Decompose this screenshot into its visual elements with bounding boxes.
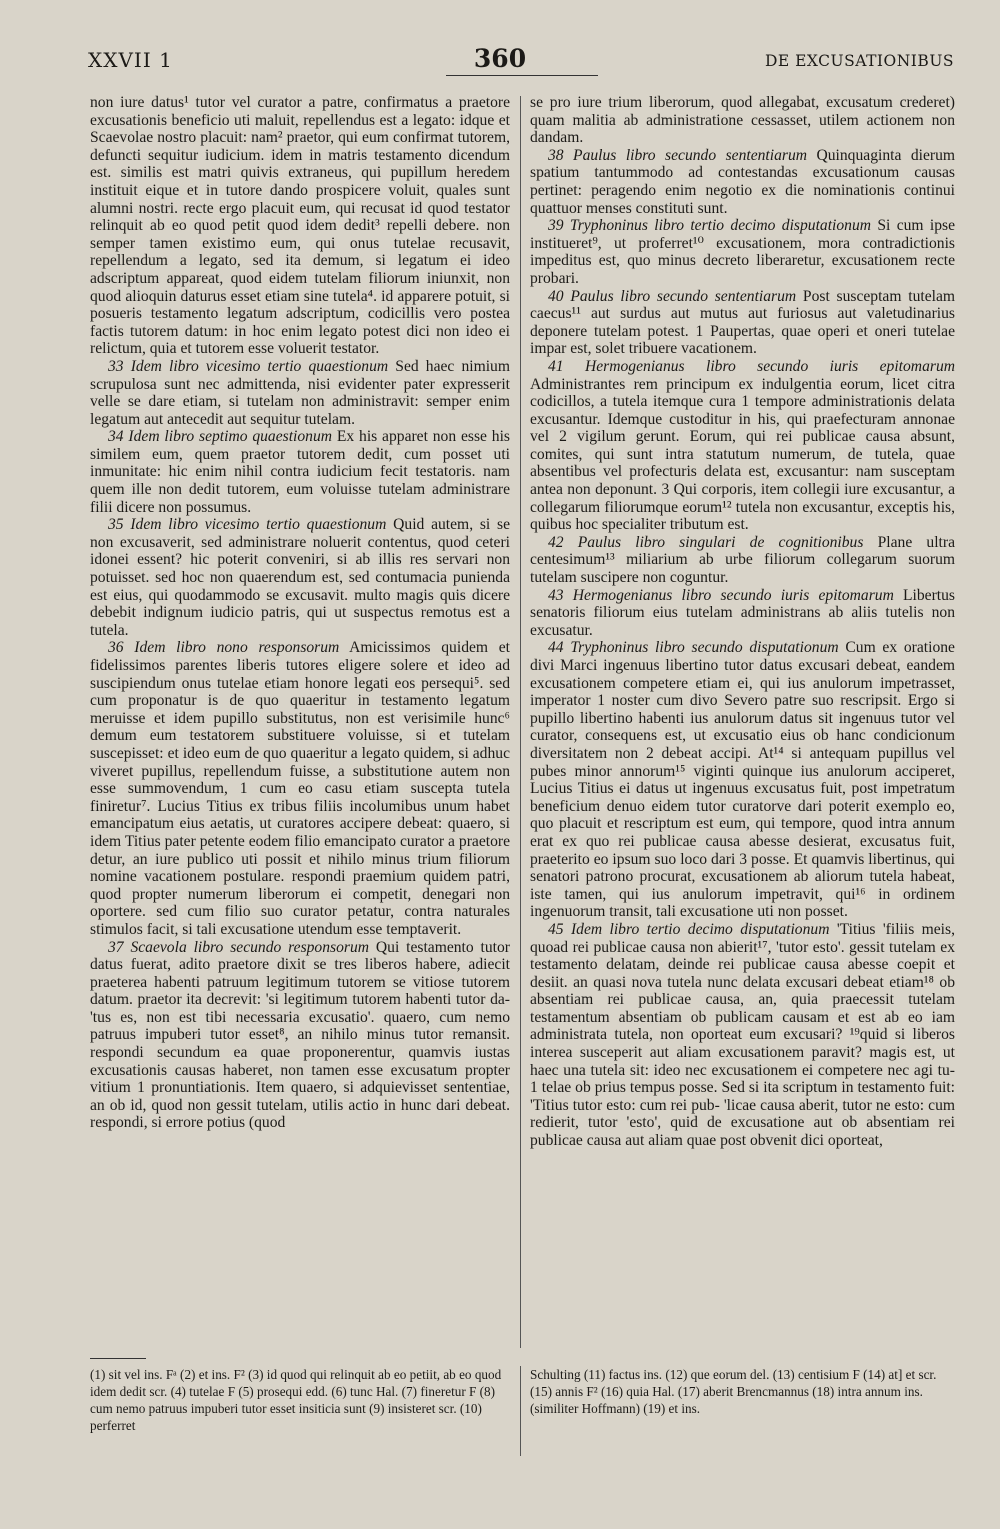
section-reference: XXVII 1 [88, 48, 173, 72]
law-section [530, 921, 955, 1150]
law-section [530, 534, 955, 587]
section-text: Cum ex oratione divi Marci ingenuus libertino tutor datus excusari debeat, eandem excusationem competere etiam ei, qui ius anulorum impetrasset, imperator 1 noster cum divo Severo patre suo rescripsit. Ergo si pupillo libertino habenti ius anulorum datus sit ingenuus tutor vel curator, consequens est, ut excusatio eius ob hanc condicionum diversitatem non 2 debeat accipi. At¹⁴ si antequam pupillus vel pubes minor annorum¹⁵ viginti quinque ius anulorum acciperet, Lucius Titius ei datus ut ingenuus excusatus fuit, post impetratum beneficium denuo eidem tutor curatorve dari poterit exemplo eo, quo placuit et rescriptum est eum, qui tempore, quod intra annum erat ex quo rei publicae causa abesse desierat, excusatus fuit, praeterito eo ipsum suo loco dari 3 posse. Et quamvis libertinus, qui senatori patrono procurat, excusationem ab aliorum tutela habeat, iste tamen, qui ius anulorum impetravit, qui¹⁶ in ordinem ingenuorum transit, tali excusatione uti non posset. [530, 639, 955, 921]
law-section [90, 939, 510, 1133]
section-heading: 36 Idem libro nono responsorum [108, 639, 340, 657]
section-text: se pro iure trium liberorum, quod allegabat, excusatum crederet) quam malitia ab administratione cessasset, utilem actionem non dandam. [530, 94, 955, 147]
section-text: 'Titius 'filiis meis, quoad rei publicae causa non abierit¹⁷, 'tutor esto'. gessit tutelam ex testamento delatam, deinde rei publicae causa abesse coepit et desiit. an quasi nova tutela nunc delata excusari debeat etiam¹⁸ ob absentiam rei publicae causa, an, quia praecessit tutelam testamentum absentiam ob publicam causam et est ab eo iam administrata tutela, non oporteat eum excusari? ¹⁹quid si liberos interea susceperit aut aliam excusationem paravit? magis est, ut haec una tutela sit: ideo nec excusationem ei competere nec agi tu- 1 telae ob prius tempus posse. Sed si ita scriptum in testamento fuit: 'Titius tutor esto: cum rei pub- 'licae causa aberit, tutor ne esto: cum redierit, tutor 'esto', quid de excusatione aut ob absentiam rei publicae causa aut aliam quae post obvenit dici oporteat, [530, 920, 955, 1150]
law-section [530, 217, 955, 287]
section-heading: 44 Tryphoninus libro secundo disputationum [548, 639, 839, 657]
law-section [530, 639, 955, 921]
footnote-divider [520, 1366, 521, 1456]
continued-text [90, 94, 510, 358]
section-text: Quid autem, si se non excusaverit, sed administrare noluerit contentus, quod ceteri idonei essent? hic poterit conveniri, si ab illis res servari non potuisset. sed hoc non quaerendum est, sed contumacia punienda est eius, qui quodammodo se excusavit. multo magis quis dicere debebit indignum iudicio patris, qui ut suspectus remotus est a tutela. [90, 516, 510, 639]
running-header [0, 44, 1000, 84]
column-divider [520, 96, 521, 1348]
section-heading: 35 Idem libro vicesimo tertio quaestionum [108, 516, 387, 534]
footnote-rule [90, 1358, 146, 1359]
section-text: non iure datus¹ tutor vel curator a patre, confirmatus a praetore excusationis beneficio uti maluit, repellendus est a legato: idque et Scaevolae nostro placuit: nam² praetor, qui eum confirmat tutorem, defuncti sequitur iudicium. idem in matris testamento dicendum est. similis est matri quivis extraneus, qui pupillum heredem instituit eique et in tutore dando prospicere voluit, quales sunt alumni nostri. recte ergo placuit eum, qui recusat id quod testator relinquit ab eo quod petit quod idem dedit³ repelli debere. non semper tamen existimo eum, qui onus tutelae recusavit, repellendum a legato, sed ita demum, si legatum ei ideo adscriptum appareat, quod eidem tutelam filiorum iniunxit, non quod alioquin daturus esset etiam sine tutela⁴. id apparere potuit, si posueris testamento legatum adscriptum, codicillis vero postea factis tutorem datum: in hoc enim legato potest dici non ideo ei relictum, quia et tutorem esse voluerit testator. [90, 94, 510, 358]
section-text: Qui testamento tutor datus fuerat, adito praetore dixit se tres liberos habere, adiecit praeterea habenti patruum legitimum tutorem se vitiose tutorem datum. praetor ita decrevit: 'si legitimum tutorem habenti tutor da- 'tus es, non est tibi necessaria excusatio'. quaero, cum nemo patruus impuberi tutor esset⁸, an nihilo minus tutor remansit. respondi secundum ea quae proponerentur, quamvis iustas excusationis causas haberet, non tamen esse excusatum propter vitium 1 pronuntiationis. Item quaero, si adquievisset sententiae, an ob id, quod non gessit tutelam, utilis actio in hunc dari debeat. respondi, si errore potius (quod [90, 938, 510, 1132]
section-text: Amicissimos quidem et fidelissimos parentes liberis tutores eligere solere et ideo ad suscipiendum onus tutelae etiam honore legati eos persequi⁵. sed cum proponatur is de quo quaeritur in testamento legatum meruisse et idem pupillo substitutus, non est verisimile hunc⁶ demum eum testatorem substituere voluisse, si et tutelam suscepisset: et ideo eum de quo quaeritur a legato quidem, si adhuc viveret pupillus, repellendum fuisse, a substitutione autem non esse summovendum, 1 cum eo casu etiam suscepta tutela finiretur⁷. Lucius Titius ex tribus filiis incolumibus unum habet emancipatum eius aetatis, ut curatores accipere debeat: quaero, si idem Titius pater petente eodem filio emancipato curator a praetore detur, an iure publico uti possit et nihilo minus trium filiorum nomine vacationem postulare. respondi praemium quidem patri, quod propter numerum liberorum ei competit, denegari non oportere. sed cum filio suo curator petatur, contra naturales stimulos facit, si tali excusatione utendum esse temptaverit. [90, 639, 510, 938]
section-heading: 39 Tryphoninus libro tertio decimo disputationum [548, 217, 872, 235]
section-text: Sed haec nimium scrupulosa sunt nec admittenda, nisi evidenter pater expresserit velle se dare etiam, si tutelam non administravit: semper enim legatum aut antecedit aut sequitur tutelam. [90, 357, 510, 428]
section-heading: 40 Paulus libro secundo sententiarum [548, 287, 797, 305]
section-heading: 34 Idem libro septimo quaestionum [108, 428, 333, 446]
section-text: Post susceptam tutelam caecus¹¹ aut surdus aut mutus aut furiosus aut valetudinarius deponere tutelam potest. 1 Paupertas, quae operi et oneri tutelae impar est, solet tribuere vacationem. [530, 287, 955, 358]
section-heading: 37 Scaevola libro secundo responsorum [108, 938, 370, 956]
section-text: Ex his apparet non esse his similem eum, quem praetor tutorem dedit, cum posset uti inmunitate: hic enim nihil contra iudicium fecit testatoris. nam quem ille non dedit tutorem, eum voluisse tutelam administrare filii dicere non possumus. [90, 428, 510, 516]
footnotes-left: (1) sit vel ins. Fᵃ (2) et ins. F² (3) id quod qui relinquit ab eo petiit, ab eo quod idem dedit scr. (4) tutelae F (5) prosequi edd. (6) tunc Hal. (7) fineretur F (8) cum nemo patruus impuberi tutor esset insiticia sunt (9) insisteret scr. (10) perferret [90, 1367, 502, 1433]
section-text: Si cum ipse institueret⁹, ut proferret¹⁰ excusationem, mora contradictionis impeditus est, quo minus decreto liberaretur, excusationem recte probari. [530, 217, 955, 287]
law-section [90, 358, 510, 428]
section-text: Administrantes rem principum ex indulgentia eorum, licet citra codicillos, a tutela itemque cura 1 tempore administrationis delata excusantur. Idemque custoditur in his, qui praefecturam annonae vel 2 vigilum gerunt. Eorum, qui rei publicae causa absunt, comites, qui sunt intra statutum numerum, de tutela, quae absentibus vel profecturis delata est, excusantur: nam susceptam antea non deponunt. 3 Qui corporis, item collegii iure excusantur, a collegarum filiorumque eorum¹² tutela non excusantur, exceptis his, quibus hoc specialiter tributum est. [530, 375, 955, 534]
section-heading: 42 Paulus libro singulari de cognitionibus [548, 533, 864, 551]
section-heading: 33 Idem libro vicesimo tertio quaestionum [108, 357, 389, 375]
law-section [530, 358, 955, 534]
section-heading: 43 Hermogenianus libro secundo iuris epitomarum [548, 586, 894, 604]
section-text: Libertus senatoris filiorum eius tutelam administrans ab aliis tutelis non excusatur. [530, 586, 955, 639]
section-heading: 45 Idem libro tertio decimo disputationum [548, 920, 830, 938]
continued-text [530, 94, 955, 147]
header-rule [446, 75, 598, 76]
law-section [530, 587, 955, 640]
law-section [90, 639, 510, 938]
law-section [530, 147, 955, 217]
law-section [90, 428, 510, 516]
law-section [530, 288, 955, 358]
section-heading: 38 Paulus libro secundo sententiarum [548, 146, 808, 164]
running-title: DE EXCUSATIONIBUS [764, 52, 954, 70]
section-text: Plane ultra centesimum¹³ miliarium ab urbe filiorum collegarum suorum tutelam suscipere non coguntur. [530, 533, 955, 587]
page-number: 360 [473, 44, 527, 73]
right-text-column [530, 94, 955, 1349]
footnotes-right: Schulting (11) factus ins. (12) que eorum del. (13) centisium F (14) at] et scr. (15) annis F² (16) quia Hal. (17) aberit Brencmannus (18) intra annum ins. (similiter Hoffmann) (19) et ins. [530, 1367, 937, 1416]
section-text: Quinquaginta dierum spatium tantummodo ad contestandas excusationum causas pertinet: peragendo enim negotio ex die nominationis continui quattuor menses constituti sunt. [530, 146, 955, 217]
left-text-column [90, 94, 510, 1349]
section-heading: 41 Hermogenianus libro secundo iuris epitomarum [548, 357, 955, 375]
law-section [90, 516, 510, 639]
